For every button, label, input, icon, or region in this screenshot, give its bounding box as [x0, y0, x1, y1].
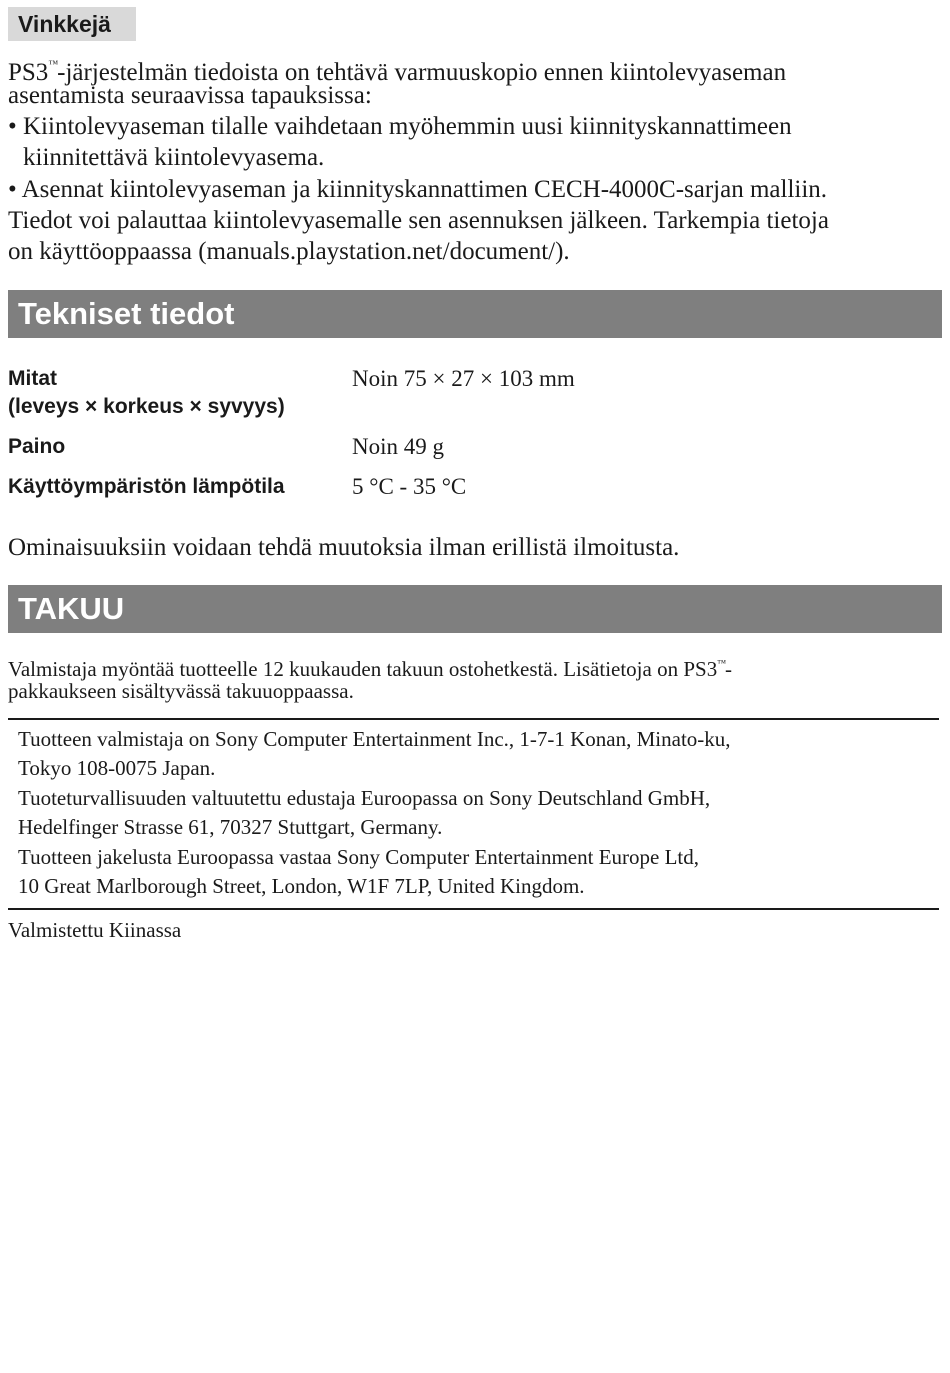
made-in-text: Valmistettu Kiinassa	[8, 918, 182, 942]
manufacturer-line-2: Tokyo 108-0075 Japan.	[18, 756, 216, 780]
spec-dimensions-sublabel: (leveys × korkeus × syvyys)	[8, 395, 285, 418]
tips-intro-line-2: asentamista seuraavissa tapauksissa:	[8, 82, 372, 109]
warranty-line-1-text: Valmistaja myöntää tuotteelle 12 kuukauden takuun ostohetkestä. Lisätietoja on PS3	[8, 657, 718, 681]
spec-dimensions-value: Noin 75 × 27 × 103 mm	[352, 366, 575, 391]
tips-bullet-1-line-1: • Kiintolevyaseman tilalle vaihdetaan myöhemmin uusi kiinnityskannattimeen	[8, 113, 792, 140]
tips-bullet-2: • Asennat kiintolevyaseman ja kiinnityskannattimen CECH-4000C-sarjan malliin.	[8, 176, 828, 203]
tips-bullet-1-line-2: kiinnitettävä kiintolevyasema.	[23, 144, 325, 171]
tips-heading: Vinkkejä	[8, 7, 136, 41]
tips-intro-line-1-rest: -järjestelmän tiedoista on tehtävä varmuuskopio ennen kiintolevyaseman	[57, 59, 787, 86]
trademark-symbol: ™	[48, 59, 58, 70]
trademark-symbol: ™	[717, 658, 726, 668]
manufacturer-line-5: Tuotteen jakelusta Euroopassa vastaa Sony Computer Entertainment Europe Ltd,	[18, 845, 699, 869]
ps3-text: PS3	[8, 59, 49, 86]
tips-after-line-1: Tiedot voi palauttaa kiintolevyasemalle sen asennuksen jälkeen. Tarkempia tietoja	[8, 207, 829, 234]
warranty-line-1-dash: -	[725, 657, 733, 681]
spec-temperature-value: 5 °C - 35 °C	[352, 474, 467, 499]
spec-temperature-label: Käyttöympäristön lämpötila	[8, 475, 285, 498]
spec-weight-label: Paino	[8, 435, 66, 458]
warranty-heading: TAKUU	[8, 585, 942, 633]
manufacturer-line-1: Tuotteen valmistaja on Sony Computer Entertainment Inc., 1-7-1 Konan, Minato-ku,	[18, 727, 731, 751]
divider-bottom	[8, 908, 939, 910]
manufacturer-line-3: Tuoteturvallisuuden valtuutettu edustaja Euroopassa on Sony Deutschland GmbH,	[18, 786, 711, 810]
tips-after-line-2: on käyttöoppaassa (manuals.playstation.net/document/).	[8, 238, 570, 265]
specs-change-note: Ominaisuuksiin voidaan tehdä muutoksia ilman erillistä ilmoitusta.	[8, 534, 680, 561]
spec-dimensions-label: Mitat	[8, 367, 57, 390]
manufacturer-line-6: 10 Great Marlborough Street, London, W1F 7LP, United Kingdom.	[18, 874, 585, 898]
spec-weight-value: Noin 49 g	[352, 434, 444, 459]
divider-top	[8, 718, 939, 720]
warranty-line-2: pakkaukseen sisältyvässä takuuoppaassa.	[8, 679, 354, 703]
specs-heading: Tekniset tiedot	[8, 290, 942, 338]
manufacturer-line-4: Hedelfinger Strasse 61, 70327 Stuttgart, Germany.	[18, 815, 443, 839]
